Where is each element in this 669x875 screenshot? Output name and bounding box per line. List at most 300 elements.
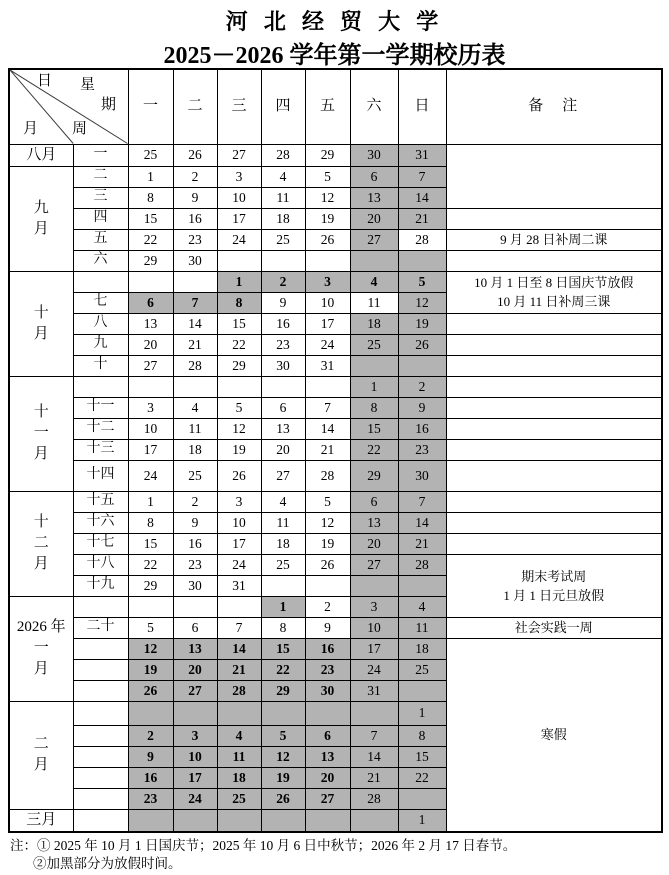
weekday-header-sun: 日 bbox=[398, 69, 446, 144]
day-cell bbox=[261, 701, 305, 725]
day-cell: 17 bbox=[217, 533, 261, 554]
day-cell bbox=[128, 271, 173, 292]
day-cell bbox=[261, 250, 305, 271]
week-number-label bbox=[73, 596, 128, 617]
week-number-label: 二 bbox=[73, 166, 128, 187]
day-cell: 30 bbox=[173, 575, 217, 596]
weekday-header-sat: 六 bbox=[350, 69, 398, 144]
day-cell: 12 bbox=[261, 746, 305, 767]
day-cell: 12 bbox=[217, 418, 261, 439]
week-number-label bbox=[73, 271, 128, 292]
remark-cell-empty bbox=[446, 334, 662, 355]
day-cell: 23 bbox=[261, 334, 305, 355]
day-cell: 13 bbox=[173, 638, 217, 659]
day-cell: 2 bbox=[398, 376, 446, 397]
day-cell: 5 bbox=[261, 725, 305, 746]
day-cell bbox=[217, 596, 261, 617]
weekday-header-thu: 四 bbox=[261, 69, 305, 144]
day-cell: 17 bbox=[350, 638, 398, 659]
month-label-march: 三月 bbox=[9, 809, 73, 832]
day-cell: 3 bbox=[217, 166, 261, 187]
day-cell: 23 bbox=[305, 659, 350, 680]
day-cell: 30 bbox=[305, 680, 350, 701]
day-cell bbox=[128, 701, 173, 725]
day-cell: 4 bbox=[350, 271, 398, 292]
day-cell: 25 bbox=[261, 554, 305, 575]
day-cell: 3 bbox=[305, 271, 350, 292]
day-cell: 14 bbox=[217, 638, 261, 659]
day-cell: 19 bbox=[398, 313, 446, 334]
day-cell: 4 bbox=[261, 491, 305, 512]
week-number-label bbox=[73, 376, 128, 397]
day-cell: 12 bbox=[305, 512, 350, 533]
day-cell: 7 bbox=[173, 292, 217, 313]
day-cell: 15 bbox=[128, 208, 173, 229]
day-cell: 27 bbox=[217, 144, 261, 166]
day-cell: 24 bbox=[217, 229, 261, 250]
calendar-row bbox=[9, 229, 662, 250]
day-cell: 23 bbox=[173, 554, 217, 575]
day-cell: 6 bbox=[173, 617, 217, 638]
day-cell: 4 bbox=[398, 596, 446, 617]
calendar-row bbox=[9, 554, 662, 575]
day-cell: 25 bbox=[261, 229, 305, 250]
day-cell: 16 bbox=[398, 418, 446, 439]
remark-cell-empty bbox=[446, 512, 662, 533]
day-cell: 28 bbox=[398, 554, 446, 575]
calendar-row bbox=[9, 439, 662, 460]
day-cell bbox=[305, 701, 350, 725]
day-cell: 14 bbox=[305, 418, 350, 439]
day-cell: 4 bbox=[217, 725, 261, 746]
day-cell: 25 bbox=[217, 788, 261, 809]
day-cell: 24 bbox=[128, 460, 173, 491]
day-cell bbox=[128, 596, 173, 617]
day-cell: 2 bbox=[128, 725, 173, 746]
day-cell: 9 bbox=[398, 397, 446, 418]
day-cell: 26 bbox=[398, 334, 446, 355]
day-cell: 18 bbox=[398, 638, 446, 659]
week-number-label bbox=[73, 725, 128, 746]
day-cell: 19 bbox=[217, 439, 261, 460]
day-cell: 20 bbox=[173, 659, 217, 680]
day-cell: 21 bbox=[305, 439, 350, 460]
day-cell: 22 bbox=[128, 554, 173, 575]
week-number-label: 十一 bbox=[73, 397, 128, 418]
remark-makeup-sep28: 9 月 28 日补周二课 bbox=[446, 229, 662, 250]
day-cell: 24 bbox=[217, 554, 261, 575]
calendar-row bbox=[9, 418, 662, 439]
day-cell: 28 bbox=[398, 229, 446, 250]
calendar-row bbox=[9, 144, 662, 166]
month-label-september: 九 月 bbox=[9, 166, 73, 271]
day-cell: 11 bbox=[173, 418, 217, 439]
day-cell: 1 bbox=[261, 596, 305, 617]
day-cell: 26 bbox=[128, 680, 173, 701]
day-cell: 9 bbox=[305, 617, 350, 638]
day-cell: 1 bbox=[128, 166, 173, 187]
calendar-row bbox=[9, 397, 662, 418]
remark-cell-empty bbox=[446, 355, 662, 376]
week-number-label: 十五 bbox=[73, 491, 128, 512]
day-cell: 21 bbox=[398, 533, 446, 554]
week-number-label: 九 bbox=[73, 334, 128, 355]
day-cell: 9 bbox=[173, 512, 217, 533]
day-cell: 27 bbox=[173, 680, 217, 701]
day-cell: 23 bbox=[173, 229, 217, 250]
day-cell: 28 bbox=[217, 680, 261, 701]
day-cell: 1 bbox=[128, 491, 173, 512]
calendar-row bbox=[9, 250, 662, 271]
day-cell: 5 bbox=[398, 271, 446, 292]
page-title: 河 北 经 贸 大 学 bbox=[225, 9, 444, 34]
day-cell: 12 bbox=[305, 187, 350, 208]
day-cell: 14 bbox=[398, 512, 446, 533]
calendar-row bbox=[9, 334, 662, 355]
day-cell: 9 bbox=[128, 746, 173, 767]
day-cell bbox=[217, 701, 261, 725]
day-cell bbox=[128, 376, 173, 397]
week-number-label bbox=[73, 638, 128, 659]
day-cell: 24 bbox=[173, 788, 217, 809]
day-cell: 20 bbox=[350, 533, 398, 554]
day-cell bbox=[305, 809, 350, 832]
month-label-august: 八月 bbox=[9, 144, 73, 166]
day-cell: 11 bbox=[350, 292, 398, 313]
day-cell: 19 bbox=[128, 659, 173, 680]
day-cell bbox=[173, 701, 217, 725]
day-cell bbox=[398, 788, 446, 809]
day-cell: 16 bbox=[305, 638, 350, 659]
day-cell: 25 bbox=[398, 659, 446, 680]
week-number-label bbox=[73, 809, 128, 832]
calendar-row bbox=[9, 460, 662, 491]
day-cell: 8 bbox=[398, 725, 446, 746]
remark-social-practice-week: 社会实践一周 bbox=[446, 617, 662, 638]
day-cell: 23 bbox=[398, 439, 446, 460]
corner-header-cell bbox=[9, 69, 128, 144]
day-cell bbox=[398, 355, 446, 376]
day-cell: 8 bbox=[128, 187, 173, 208]
week-number-label: 十八 bbox=[73, 554, 128, 575]
day-cell: 6 bbox=[350, 166, 398, 187]
remark-cell-empty bbox=[446, 397, 662, 418]
corner-label-month: 月 bbox=[23, 121, 39, 137]
week-number-label: 十六 bbox=[73, 512, 128, 533]
week-number-label: 十 bbox=[73, 355, 128, 376]
day-cell bbox=[173, 271, 217, 292]
remark-cell-empty bbox=[446, 533, 662, 554]
remark-cell-empty bbox=[446, 418, 662, 439]
day-cell: 18 bbox=[350, 313, 398, 334]
day-cell: 31 bbox=[217, 575, 261, 596]
remark-cell-empty bbox=[446, 313, 662, 334]
day-cell: 10 bbox=[305, 292, 350, 313]
calendar-row bbox=[9, 271, 662, 292]
day-cell: 27 bbox=[261, 460, 305, 491]
day-cell: 21 bbox=[173, 334, 217, 355]
day-cell: 25 bbox=[128, 144, 173, 166]
day-cell: 15 bbox=[398, 746, 446, 767]
day-cell: 26 bbox=[305, 554, 350, 575]
day-cell: 10 bbox=[128, 418, 173, 439]
calendar-row bbox=[9, 617, 662, 638]
day-cell: 3 bbox=[128, 397, 173, 418]
day-cell: 16 bbox=[173, 533, 217, 554]
day-cell bbox=[350, 701, 398, 725]
day-cell: 17 bbox=[305, 313, 350, 334]
day-cell: 7 bbox=[350, 725, 398, 746]
remark-cell-empty bbox=[446, 250, 662, 271]
remark-cell-empty bbox=[446, 376, 662, 397]
day-cell bbox=[261, 575, 305, 596]
week-number-label bbox=[73, 659, 128, 680]
remark-final-exam-week: 期末考试周 1 月 1 日元旦放假 bbox=[446, 554, 662, 617]
day-cell: 7 bbox=[398, 166, 446, 187]
day-cell bbox=[261, 376, 305, 397]
weekday-header-fri: 五 bbox=[305, 69, 350, 144]
day-cell: 15 bbox=[261, 638, 305, 659]
day-cell: 19 bbox=[261, 767, 305, 788]
day-cell: 20 bbox=[128, 334, 173, 355]
month-label-january-2026: 2026 年 一 月 bbox=[9, 596, 73, 701]
week-number-label bbox=[73, 680, 128, 701]
day-cell: 11 bbox=[398, 617, 446, 638]
week-number-label bbox=[73, 767, 128, 788]
month-label-december: 十 二 月 bbox=[9, 491, 73, 596]
day-cell: 26 bbox=[173, 144, 217, 166]
day-cell: 13 bbox=[350, 187, 398, 208]
week-number-label bbox=[73, 788, 128, 809]
day-cell: 28 bbox=[261, 144, 305, 166]
day-cell bbox=[217, 250, 261, 271]
day-cell: 25 bbox=[350, 334, 398, 355]
calendar-row bbox=[9, 355, 662, 376]
day-cell bbox=[173, 596, 217, 617]
corner-label-week: 周 bbox=[72, 121, 88, 137]
day-cell: 27 bbox=[128, 355, 173, 376]
day-cell: 6 bbox=[350, 491, 398, 512]
day-cell: 2 bbox=[173, 166, 217, 187]
weekday-header-tue: 二 bbox=[173, 69, 217, 144]
week-number-label bbox=[73, 746, 128, 767]
month-label-february: 二 月 bbox=[9, 701, 73, 809]
day-cell: 29 bbox=[128, 575, 173, 596]
day-cell: 14 bbox=[350, 746, 398, 767]
day-cell: 26 bbox=[305, 229, 350, 250]
day-cell: 11 bbox=[261, 512, 305, 533]
corner-label-weekday-top: 星 bbox=[80, 77, 96, 93]
day-cell bbox=[173, 809, 217, 832]
day-cell bbox=[305, 575, 350, 596]
day-cell: 28 bbox=[173, 355, 217, 376]
day-cell: 8 bbox=[217, 292, 261, 313]
remark-cell-empty bbox=[446, 460, 662, 491]
day-cell: 10 bbox=[350, 617, 398, 638]
day-cell bbox=[350, 809, 398, 832]
day-cell: 15 bbox=[217, 313, 261, 334]
day-cell: 3 bbox=[173, 725, 217, 746]
day-cell bbox=[128, 809, 173, 832]
day-cell: 17 bbox=[217, 208, 261, 229]
day-cell bbox=[398, 250, 446, 271]
day-cell: 29 bbox=[305, 144, 350, 166]
day-cell: 1 bbox=[217, 271, 261, 292]
day-cell: 5 bbox=[128, 617, 173, 638]
day-cell: 6 bbox=[128, 292, 173, 313]
day-cell: 1 bbox=[398, 701, 446, 725]
day-cell: 20 bbox=[305, 767, 350, 788]
day-cell: 13 bbox=[305, 746, 350, 767]
week-number-label: 十九 bbox=[73, 575, 128, 596]
calendar-table bbox=[8, 68, 663, 833]
day-cell: 27 bbox=[350, 229, 398, 250]
day-cell: 31 bbox=[350, 680, 398, 701]
day-cell: 8 bbox=[128, 512, 173, 533]
weekday-header-mon: 一 bbox=[128, 69, 173, 144]
day-cell: 8 bbox=[261, 617, 305, 638]
day-cell: 22 bbox=[398, 767, 446, 788]
day-cell bbox=[217, 376, 261, 397]
day-cell: 25 bbox=[173, 460, 217, 491]
day-cell: 7 bbox=[217, 617, 261, 638]
day-cell: 2 bbox=[305, 596, 350, 617]
day-cell: 9 bbox=[173, 187, 217, 208]
day-cell: 26 bbox=[217, 460, 261, 491]
day-cell: 10 bbox=[217, 187, 261, 208]
day-cell: 5 bbox=[217, 397, 261, 418]
day-cell: 30 bbox=[261, 355, 305, 376]
day-cell: 30 bbox=[350, 144, 398, 166]
day-cell: 24 bbox=[350, 659, 398, 680]
week-number-label: 十三 bbox=[73, 439, 128, 460]
day-cell: 27 bbox=[305, 788, 350, 809]
remark-national-day-holiday: 10 月 1 日至 8 日国庆节放假 10 月 11 日补周三课 bbox=[446, 271, 662, 313]
calendar-row bbox=[9, 533, 662, 554]
week-number-label: 六 bbox=[73, 250, 128, 271]
day-cell bbox=[305, 376, 350, 397]
calendar-row bbox=[9, 638, 662, 659]
day-cell: 1 bbox=[398, 809, 446, 832]
day-cell bbox=[217, 809, 261, 832]
day-cell: 13 bbox=[261, 418, 305, 439]
day-cell: 22 bbox=[350, 439, 398, 460]
day-cell: 22 bbox=[128, 229, 173, 250]
week-number-label: 一 bbox=[73, 144, 128, 166]
day-cell: 10 bbox=[217, 512, 261, 533]
day-cell: 7 bbox=[398, 491, 446, 512]
day-cell bbox=[173, 376, 217, 397]
footnotes bbox=[10, 837, 665, 873]
day-cell: 7 bbox=[305, 397, 350, 418]
day-cell: 3 bbox=[350, 596, 398, 617]
week-number-label: 十四 bbox=[73, 460, 128, 491]
day-cell: 18 bbox=[217, 767, 261, 788]
day-cell: 18 bbox=[173, 439, 217, 460]
day-cell bbox=[305, 250, 350, 271]
day-cell: 20 bbox=[261, 439, 305, 460]
day-cell: 29 bbox=[128, 250, 173, 271]
day-cell: 3 bbox=[217, 491, 261, 512]
day-cell: 2 bbox=[261, 271, 305, 292]
week-number-label: 十七 bbox=[73, 533, 128, 554]
day-cell: 18 bbox=[261, 208, 305, 229]
day-cell: 24 bbox=[305, 334, 350, 355]
day-cell: 15 bbox=[128, 533, 173, 554]
footnote-bold-explanation: ②加黑部分为放假时间。 bbox=[33, 856, 182, 871]
day-cell: 1 bbox=[350, 376, 398, 397]
day-cell bbox=[398, 680, 446, 701]
day-cell: 31 bbox=[305, 355, 350, 376]
week-number-label: 五 bbox=[73, 229, 128, 250]
weekday-header-wed: 三 bbox=[217, 69, 261, 144]
day-cell: 6 bbox=[305, 725, 350, 746]
day-cell: 29 bbox=[217, 355, 261, 376]
month-label-october: 十 月 bbox=[9, 271, 73, 376]
day-cell: 12 bbox=[128, 638, 173, 659]
week-number-label: 三 bbox=[73, 187, 128, 208]
week-number-label: 七 bbox=[73, 292, 128, 313]
week-number-label: 八 bbox=[73, 313, 128, 334]
calendar-row bbox=[9, 376, 662, 397]
day-cell: 4 bbox=[173, 397, 217, 418]
calendar-row bbox=[9, 512, 662, 533]
day-cell: 26 bbox=[261, 788, 305, 809]
day-cell: 16 bbox=[128, 767, 173, 788]
day-cell: 27 bbox=[350, 554, 398, 575]
calendar-body bbox=[9, 144, 662, 832]
remark-cell-empty bbox=[446, 144, 662, 208]
day-cell: 23 bbox=[128, 788, 173, 809]
day-cell: 30 bbox=[173, 250, 217, 271]
day-cell: 17 bbox=[173, 767, 217, 788]
header-row bbox=[9, 69, 662, 144]
day-cell: 29 bbox=[350, 460, 398, 491]
day-cell: 31 bbox=[398, 144, 446, 166]
page-subtitle: 2025－2026 学年第一学期校历表 bbox=[163, 43, 506, 69]
calendar-row bbox=[9, 313, 662, 334]
day-cell: 11 bbox=[217, 746, 261, 767]
remark-cell-empty bbox=[446, 491, 662, 512]
day-cell: 14 bbox=[173, 313, 217, 334]
month-label-november: 十 一 月 bbox=[9, 376, 73, 491]
day-cell: 9 bbox=[261, 292, 305, 313]
day-cell: 5 bbox=[305, 166, 350, 187]
day-cell: 12 bbox=[398, 292, 446, 313]
remark-cell-empty bbox=[446, 208, 662, 229]
corner-label-day: 日 bbox=[37, 73, 53, 89]
week-number-label: 四 bbox=[73, 208, 128, 229]
day-cell: 19 bbox=[305, 208, 350, 229]
week-number-label: 二十 bbox=[73, 617, 128, 638]
day-cell: 21 bbox=[350, 767, 398, 788]
week-number-label: 十二 bbox=[73, 418, 128, 439]
day-cell: 15 bbox=[350, 418, 398, 439]
day-cell: 8 bbox=[350, 397, 398, 418]
day-cell bbox=[398, 575, 446, 596]
day-cell: 4 bbox=[261, 166, 305, 187]
day-cell: 30 bbox=[398, 460, 446, 491]
day-cell: 2 bbox=[173, 491, 217, 512]
day-cell: 6 bbox=[261, 397, 305, 418]
day-cell: 20 bbox=[350, 208, 398, 229]
corner-label-weekday-bottom: 期 bbox=[101, 97, 117, 113]
day-cell bbox=[350, 250, 398, 271]
day-cell bbox=[350, 355, 398, 376]
day-cell: 5 bbox=[305, 491, 350, 512]
day-cell: 28 bbox=[350, 788, 398, 809]
day-cell: 13 bbox=[128, 313, 173, 334]
